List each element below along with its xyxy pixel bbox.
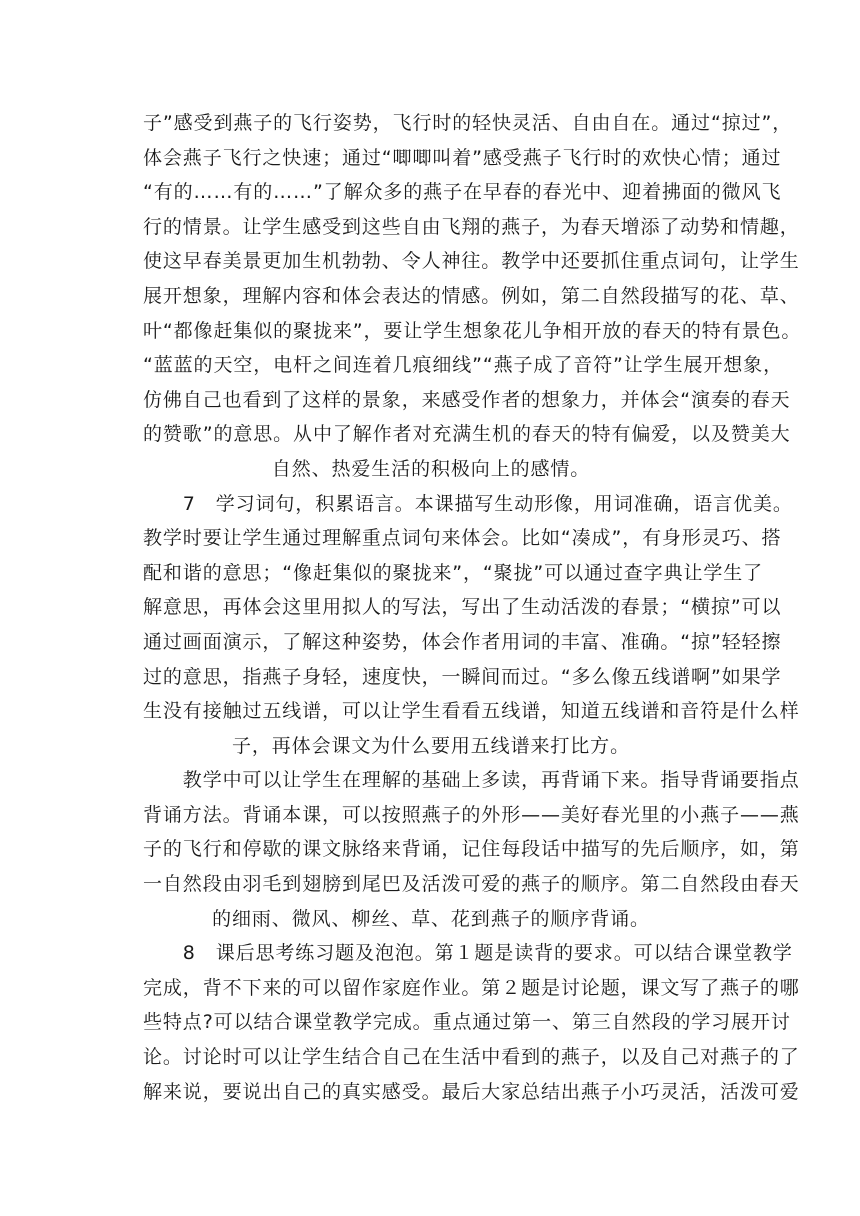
text-line: 展开想象，理解内容和体会表达的情感。例如，第二自然段描写的花、草、 xyxy=(143,284,800,307)
paragraph-7-start: 7 学习词句，积累语言。本课描写生动形像，用词准确，语言优美。 xyxy=(143,492,793,515)
text-line: 行的情景。让学生感受到这些自由飞翔的燕子，为春天增添了动势和情趣， xyxy=(143,215,800,238)
text-line: 体会燕子飞行之快速；通过“唧唧叫着”感受燕子飞行时的欢快心情；通过 xyxy=(143,146,782,169)
text-line: 生没有接触过五线谱，可以让学生看看五线谱，知道五线谱和音符是什么样 xyxy=(143,700,800,723)
body-text xyxy=(143,106,802,1109)
paragraph-8-start: 8 课后思考练习题及泡泡。第１题是读背的要求。可以结合课堂教学 xyxy=(143,942,793,965)
text-line: 完成，背不下来的可以留作家庭作业。第２题是讨论题，课文写了燕子的哪 xyxy=(143,976,800,999)
paragraph-end-line: 自然、热爱生活的积极向上的感情。 xyxy=(271,457,591,480)
text-line: 解意思，再体会这里用拟人的写法，写出了生动活泼的春景；“横掠”可以 xyxy=(143,596,782,619)
paragraph-end-line: 子，再体会课文为什么要用五线谱来打比方。 xyxy=(231,734,630,757)
text-line: 子的飞行和停歇的课文脉络来背诵，记住每段话中描写的先后顺序，如，第 xyxy=(143,838,800,861)
text-line: “有的……有的……”了解众多的燕子在早春的春光中、迎着拂面的微风飞 xyxy=(143,181,782,204)
text-line: 些特点?可以结合课堂教学完成。重点通过第一、第三自然段的学习展开讨 xyxy=(143,1011,791,1034)
text-line: “蓝蓝的天空，电杆之间连着几痕细线”“燕子成了音符”让学生展开想象， xyxy=(143,354,783,377)
text-line: 教学时要让学生通过理解重点词句来体会。比如“凑成”，有身形灵巧、搭 xyxy=(143,527,782,550)
text-line: 论。讨论时可以让学生结合自己在生活中看到的燕子，以及自己对燕子的了 xyxy=(143,1046,800,1069)
text-line: 一自然段由羽毛到翅膀到尾巴及活泼可爱的燕子的顺序。第二自然段由春天 xyxy=(143,873,800,896)
text-line: 解来说，要说出自己的真实感受。最后大家总结出燕子小巧灵活，活泼可爱 xyxy=(143,1080,800,1103)
text-line: 通过画面演示，了解这种姿势，体会作者用词的丰富、准确。“掠”轻轻擦 xyxy=(143,630,782,653)
recitation-paragraph-start: 教学中可以让学生在理解的基础上多读，再背诵下来。指导背诵要指点 xyxy=(143,769,800,792)
text-line: 的赞歌”的意思。从中了解作者对充满生机的春天的特有偏爱，以及赞美大 xyxy=(143,423,791,446)
text-line: 过的意思，指燕子身轻，速度快，一瞬间而过。“多么像五线谱啊”如果学 xyxy=(143,665,782,688)
text-line: 仿佛自己也看到了这样的景象，来感受作者的想象力，并体会“演奏的春天 xyxy=(143,388,791,411)
paragraph-end-line: 的细雨、微风、柳丝、草、花到燕子的顺序背诵。 xyxy=(212,907,650,930)
text-line: 配和谐的意思；“像赶集似的聚拢来”，“聚拢”可以通过查字典让学生了 xyxy=(143,561,764,584)
text-line: 子”感受到燕子的飞行姿势，飞行时的轻快灵活、自由自在。通过“掠过”， xyxy=(143,112,793,134)
text-line: 使这早春美景更加生机勃勃、令人神往。教学中还要抓住重点词句，让学生 xyxy=(143,250,800,273)
text-line: 叶“都像赶集似的聚拢来”，要让学生想象花儿争相开放的春天的特有景色。 xyxy=(143,319,802,342)
text-line: 背诵方法。背诵本课，可以按照燕子的外形——美好春光里的小燕子——燕 xyxy=(143,803,800,826)
